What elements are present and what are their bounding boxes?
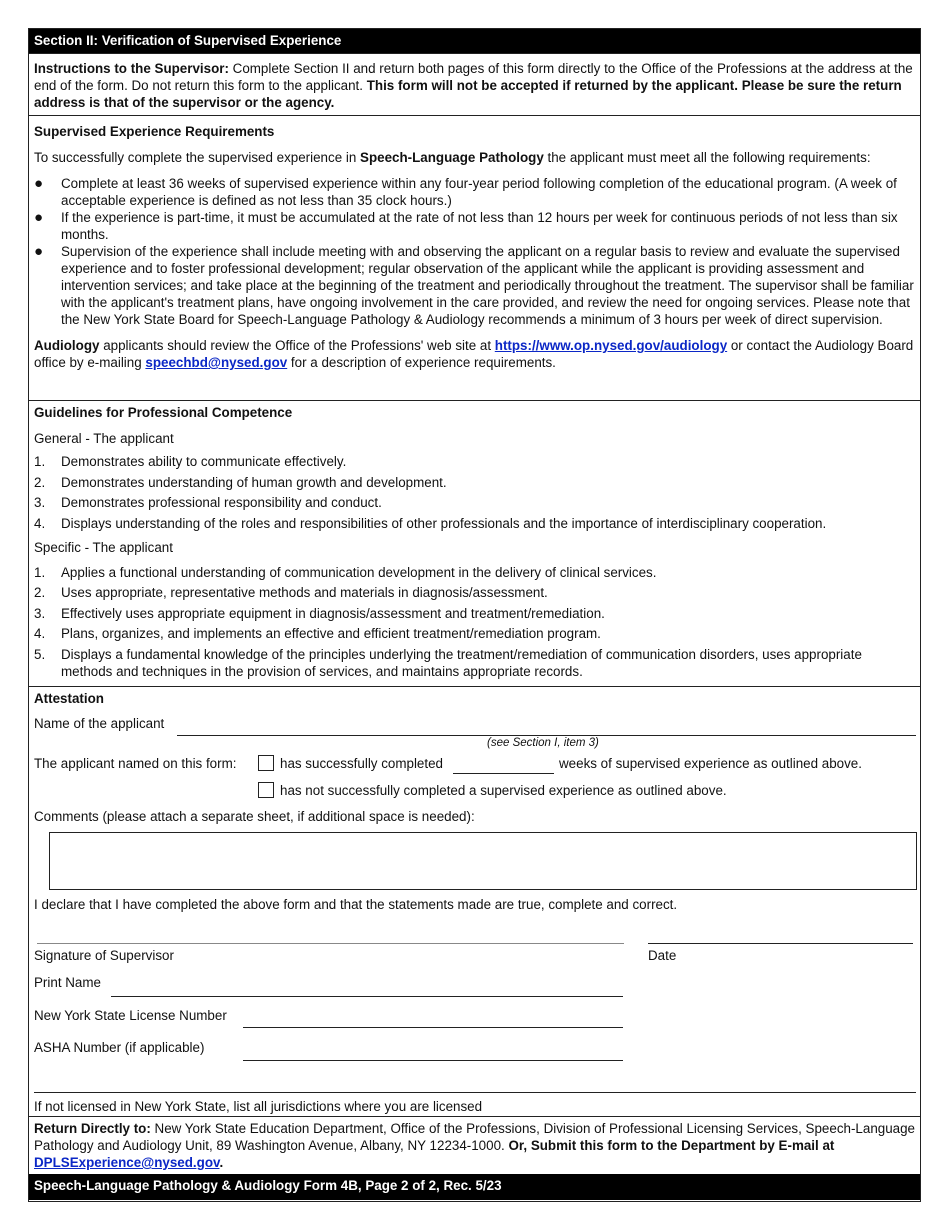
comments-box[interactable] (49, 832, 917, 890)
specific-item (34, 584, 915, 601)
jurisdictions-label: If not licensed in New York State, list all jurisdictions where you are licensed (34, 1099, 483, 1114)
license-number-field[interactable] (243, 1027, 623, 1028)
specific-item (34, 605, 915, 622)
return-section (29, 1116, 920, 1174)
requirement-bullet (34, 175, 915, 209)
date-label: Date (648, 948, 677, 963)
item-number: 3. (34, 605, 46, 621)
requirement-text: Supervision of the experience shall include meeting with and observing the applicant on a regular basis to review and evaluate the supervised experience and to foster professional development; regular observation of the applicant while the applicant is providing assessment and intervention services; and take place at the beginning of the treatment and periodically throughout the treatment. The supervisor shall be familiar with the applicant's treatment plans, have ongoing involvement in the care provided, and review the need for ongoing services. Please note that the New York State Board for Speech-Language Pathology & Audiology recommends a minimum of 3 hours per week of direct supervision. (61, 244, 914, 327)
not-completed-option (258, 782, 727, 799)
not-completed-checkbox[interactable] (258, 782, 274, 798)
attestation-section (29, 686, 920, 1116)
requirements-intro-pre: To successfully complete the supervised experience in (34, 150, 361, 165)
item-text: Applies a functional understanding of communication development in the delivery of clinical services. (61, 564, 657, 580)
guidelines-heading: Guidelines for Professional Competence (34, 405, 293, 420)
requirement-bullet (34, 243, 915, 328)
requirement-text: Complete at least 36 weeks of supervised experience within any four-year period following completion of the educational program. (A week of acceptable experience is defined as not less than 35 clock hours.) (61, 176, 897, 208)
general-item (34, 515, 915, 532)
item-text: Effectively uses appropriate equipment in diagnosis/assessment and treatment/remediation. (61, 605, 605, 621)
return-email-note: Or, Submit this form to the Department by E-mail at (508, 1138, 835, 1153)
instructions-section (29, 53, 920, 115)
audiology-note (34, 337, 915, 371)
completed-option (258, 755, 443, 772)
section-header: Section II: Verification of Supervised Experience (29, 29, 920, 53)
instructions-label: Instructions to the Supervisor: (34, 61, 229, 76)
item-number: 2. (34, 585, 46, 600)
item-number: 1. (34, 564, 46, 580)
general-item (34, 474, 915, 491)
specific-item (34, 625, 915, 642)
item-text: Plans, organizes, and implements an effective and efficient treatment/remediation program. (61, 626, 601, 641)
bullet-icon: ● (34, 209, 44, 226)
specific-item (34, 564, 915, 581)
item-text: Demonstrates ability to communicate effectively. (61, 454, 347, 469)
attestation-heading: Attestation (34, 691, 104, 706)
applicant-name-label: Name of the applicant (34, 716, 165, 731)
requirements-intro (34, 149, 915, 166)
return-end: . (219, 1155, 224, 1170)
print-name-field[interactable] (111, 996, 623, 997)
completed-option-suffix: weeks of supervised experience as outlined above. (559, 756, 862, 771)
audiology-text: or contact the Audiology Board office by e-mailing (34, 338, 914, 370)
instructions-warning: This form will not be accepted if returned by the applicant. Please be sure the return address is that of the supervisor or the agency. (34, 78, 902, 110)
audiology-email-link[interactable]: speechbd@nysed.gov (145, 355, 288, 370)
item-number: 3. (34, 495, 46, 510)
return-paragraph (34, 1120, 915, 1171)
applicant-status-label: The applicant named on this form: (34, 756, 237, 771)
weeks-field[interactable] (453, 773, 554, 774)
comments-label: Comments (please attach a separate sheet, if additional space is needed): (34, 809, 475, 824)
not-completed-option-label: has not successfully completed a supervised experience as outlined above. (280, 783, 727, 798)
print-name-label: Print Name (34, 975, 101, 990)
signature-line[interactable] (37, 943, 624, 944)
audiology-text: applicants should review the Office of the Professions' web site at (99, 338, 495, 353)
asha-number-field[interactable] (243, 1060, 623, 1061)
return-address: New York State Education Department, Office of the Professions, Division of Professional Licensing Services, Speech-Language Pathology and Audiology Unit, 89 Washington Avenue, Albany, NY 12234-1000. (34, 1121, 915, 1153)
item-number: 1. (34, 454, 46, 469)
general-item (34, 453, 915, 470)
completed-checkbox[interactable] (258, 755, 274, 771)
item-text: Demonstrates professional responsibility and conduct. (61, 495, 382, 510)
requirement-text: If the experience is part-time, it must be accumulated at the rate of not less than 12 hours per week for continuous periods of not less than six months. (61, 210, 898, 242)
general-label: General - The applicant (34, 431, 174, 446)
requirements-heading: Supervised Experience Requirements (34, 124, 275, 139)
requirements-section (29, 115, 920, 400)
guidelines-section (29, 400, 920, 686)
completed-option-label: has successfully completed (280, 756, 443, 771)
audiology-label: Audiology (34, 338, 100, 353)
item-number: 5. (34, 646, 46, 662)
bullet-icon: ● (34, 175, 44, 192)
instructions-paragraph (34, 60, 915, 111)
item-number: 4. (34, 515, 46, 531)
bullet-icon: ● (34, 243, 44, 260)
applicant-name-hint: (see Section I, item 3) (487, 737, 599, 749)
item-text: Demonstrates understanding of human growth and development. (61, 474, 447, 490)
footer-bar: Speech-Language Pathology & Audiology Form 4B, Page 2 of 2, Rec. 5/23 (29, 1174, 920, 1200)
asha-number-label: ASHA Number (if applicable) (34, 1040, 205, 1055)
license-number-label: New York State License Number (34, 1008, 227, 1023)
declaration-text: I declare that I have completed the above form and that the statements made are true, complete and correct. (34, 897, 678, 912)
specific-label: Specific - The applicant (34, 539, 173, 555)
requirements-intro-profession: Speech-Language Pathology (360, 150, 544, 165)
requirement-bullet (34, 209, 915, 243)
audiology-website-link[interactable]: https://www.op.nysed.gov/audiology (494, 338, 728, 353)
form-page (28, 28, 921, 1202)
item-text: Displays understanding of the roles and responsibilities of other professionals and the importance of interdisciplinary cooperation. (61, 515, 827, 531)
audiology-text: for a description of experience requirements. (287, 355, 556, 370)
item-number: 4. (34, 626, 46, 641)
jurisdictions-field[interactable] (34, 1092, 916, 1093)
item-number: 2. (34, 474, 46, 490)
return-label: Return Directly to: (34, 1121, 151, 1136)
signature-label: Signature of Supervisor (34, 948, 174, 963)
item-text: Uses appropriate, representative methods and materials in diagnosis/assessment. (61, 585, 548, 600)
date-line[interactable] (648, 943, 913, 944)
item-text: Displays a fundamental knowledge of the principles underlying the treatment/remediation of communication disorders, uses appropriate methods and techniques in the provision of services, and maintains appropriate records. (61, 646, 862, 679)
requirements-intro-post: the applicant must meet all the following requirements: (543, 150, 871, 165)
return-email-link[interactable]: DPLSExperience@nysed.gov (34, 1155, 220, 1170)
instructions-text: Complete Section II and return both pages of this form directly to the Office of the Professions at the address at the end of the form. Do not return this form to the applicant. (34, 61, 913, 93)
specific-item (34, 646, 915, 680)
general-item (34, 494, 915, 511)
